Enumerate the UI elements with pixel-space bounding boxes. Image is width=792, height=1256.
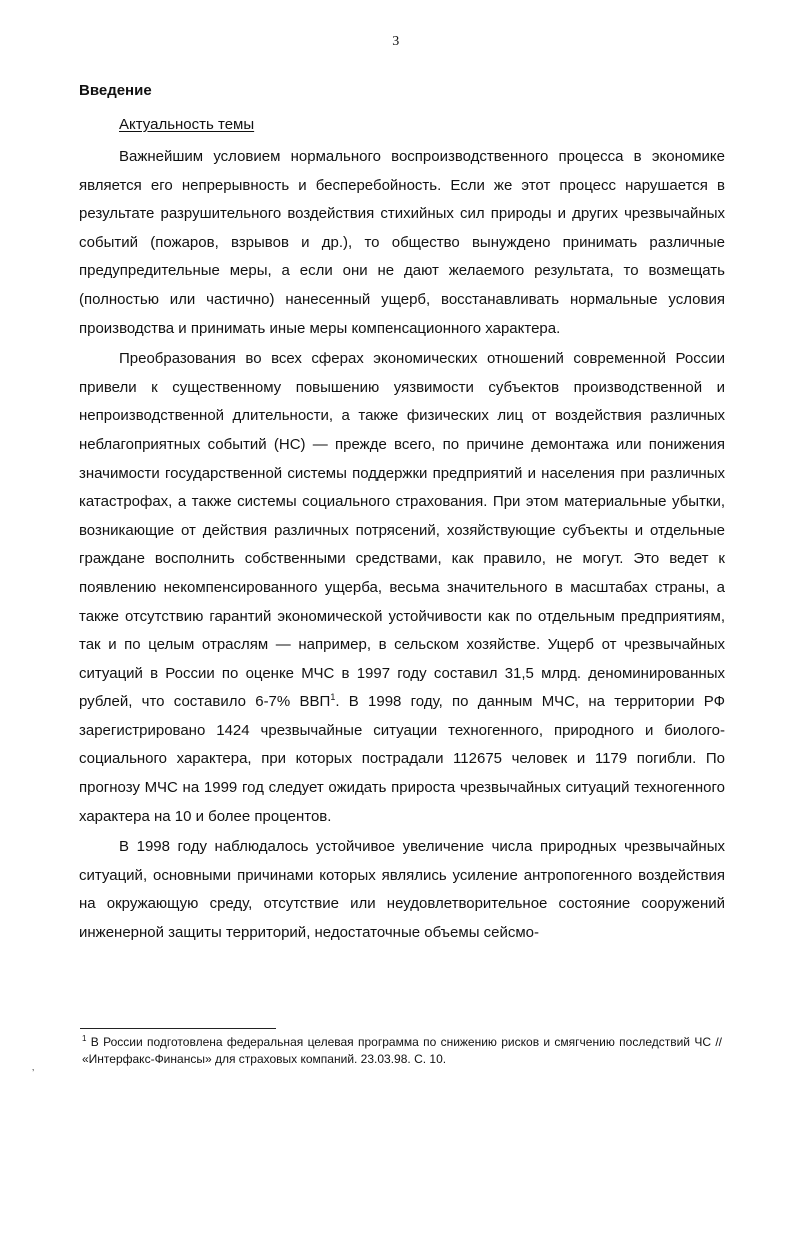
paragraph-3: В 1998 году наблюдалось устойчивое увеличение числа природных чрезвычайных ситуаций, основными причинами которых являлись усиление антропогенного воздействия на окружающую среду, отсутствие или неудовлетворительное состояние сооружений инженерной защиты территорий, недостаточные объемы сейсмо- <box>79 838 725 942</box>
paragraph-1: Важнейшим условием нормального воспроизводственного процесса в экономике является его непрерывность и бесперебойность. Если же этот процесс нарушается в результате разрушительного воздействия стихийных сил природы и других чрезвычайных событий (пожаров, взрывов и др.), то общество вынуждено принимать различные предупредительные меры, а если они не дают желаемого результата, то возмещать (полностью или частично) нанесенный ущерб, восстанавливать нормальные условия производства и принимать иные меры компенсационного характера. <box>79 148 725 337</box>
paragraph-2-continuation: . В 1998 году, по данным МЧС, на территории РФ зарегистрировано 1424 чрезвычайные ситуации техногенного, природного и биолого-социального характера, при которых пострадали 112675 человек и 1179 погибли. По прогнозу МЧС на 1999 год следует ожидать прироста чрезвычайных ситуаций техногенного характера на 10 и более процентов. <box>79 693 725 825</box>
body-text <box>79 143 725 950</box>
scan-mark: ‚ <box>32 1062 35 1073</box>
footnote <box>82 1034 722 1068</box>
section-title: Введение <box>79 82 152 99</box>
paragraph-2-text: Преобразования во всех сферах экономических отношений современной России привели к существенному повышению уязвимости субъектов производственной и непроизводственной длительности, а также физических лиц от воздействия различных неблагоприятных событий (НС) — прежде всего, по причине демонтажа или понижения значимости государственной системы поддержки предприятий и населения при различных катастрофах, а также системы социального страхования. При этом материальные убытки, возникающие от действия различных потрясений, хозяйствующие субъекты и отдельные граждане восполнить собственными средствами, как правило, не могут. Это ведет к появлению некомпенсированного ущерба, весьма значительного в масштабах страны, а также отсутствию гарантий экономической устойчивости как по отдельным предприятиям, так и по целым отраслям — например, в сельском хозяйстве. Ущерб от чрезвычайных ситуаций в России по оценке МЧС в 1997 году составил 31,5 млрд. деноминированных рублей, что составило 6-7% ВВП <box>79 350 725 711</box>
footnote-separator <box>80 1028 276 1029</box>
footnote-marker: 1 <box>82 1034 87 1043</box>
subsection-title: Актуальность темы <box>119 116 255 133</box>
footnote-reference: 1 <box>330 692 336 703</box>
page-number: 3 <box>392 34 400 49</box>
footnote-text: В России подготовлена федеральная целевая программа по снижению рисков и смягчению последствий ЧС // «Интерфакс-Финансы» для страховых компаний. 23.03.98. С. 10. <box>82 1035 722 1066</box>
paragraph-2 <box>79 345 725 831</box>
